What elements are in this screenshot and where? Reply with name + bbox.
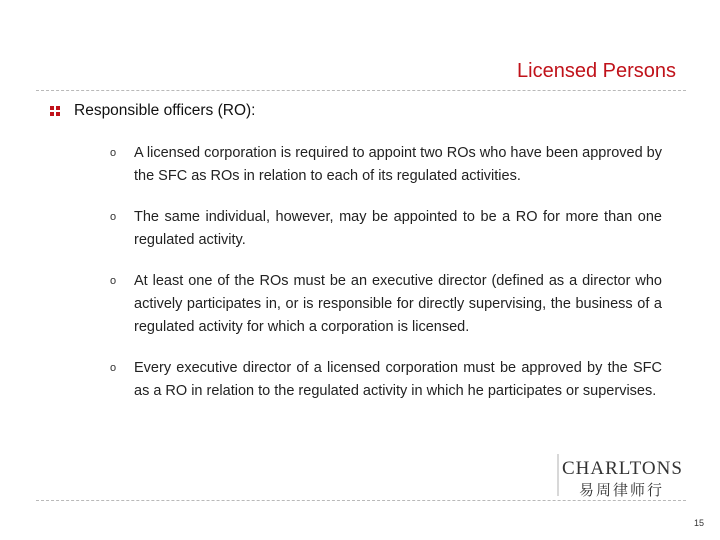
list-item-text: A licensed corporation is required to appoint two ROs who have been approved by the SFC as ROs in relation to each of its regulated activities. <box>134 145 662 184</box>
top-divider <box>36 90 686 91</box>
circle-bullet-icon: o <box>110 211 117 223</box>
charltons-logo <box>557 454 683 499</box>
list-item-text: The same individual, however, may be appointed to be a RO for more than one regulated activity. <box>134 209 662 248</box>
list-item <box>110 357 662 403</box>
section-heading-text: Responsible officers (RO): <box>74 102 256 119</box>
circle-bullet-icon: o <box>110 362 117 374</box>
circle-bullet-icon: o <box>110 147 117 159</box>
quad-square-bullet-icon <box>50 106 60 116</box>
section-heading <box>50 102 255 120</box>
logo-name: CHARLTONS <box>562 458 683 479</box>
list-item <box>110 142 662 188</box>
logo-chinese-name: 易周律师行 <box>579 481 665 499</box>
circle-bullet-icon: o <box>110 275 117 287</box>
bottom-divider <box>36 500 686 501</box>
list-item-text: At least one of the ROs must be an executive director (defined as a director who actively participates in, or is responsible for directly supervising, the business of a regulated activity for which a corporation is licensed. <box>134 273 662 335</box>
slide-title: Licensed Persons <box>517 60 676 82</box>
logo-accent-bar <box>557 454 559 496</box>
list-item-text: Every executive director of a licensed corporation must be approved by the SFC as a RO in relation to the regulated activity in which he participates or supervises. <box>134 360 662 399</box>
bullet-list <box>110 142 662 421</box>
list-item <box>110 206 662 252</box>
page-number: 15 <box>693 518 704 528</box>
list-item <box>110 270 662 339</box>
